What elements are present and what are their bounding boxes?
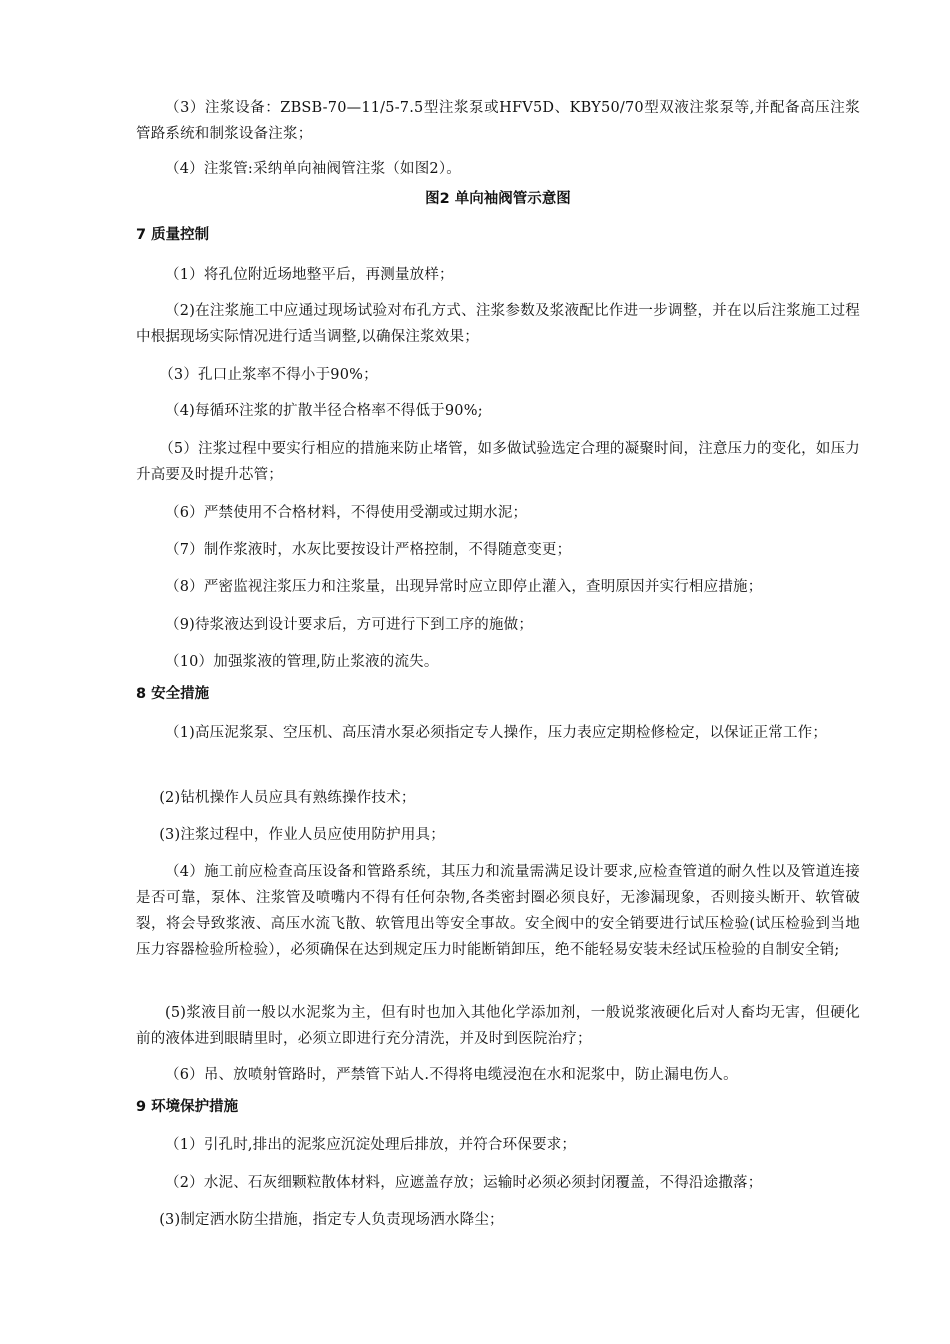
section-heading-environmental-protection: 9 环境保护措施 [136,1099,239,1115]
paragraph-injection-pipe: （4）注浆管:采纳单向袖阀管注浆（如图2）。 [165,161,461,177]
environment-item-1: （1）引孔时,排出的泥浆应沉淀处理后排放，并符合环保要求； [165,1137,577,1153]
section-heading-safety-measures: 8 安全措施 [136,686,210,702]
quality-item-6: （6）严禁使用不合格材料，不得使用受潮或过期水泥； [165,505,528,521]
quality-item-7: （7）制作浆液时，水灰比要按设计严格控制，不得随意变更； [165,542,572,558]
safety-item-5: (5)浆液目前一般以水泥浆为主，但有时也加入其他化学添加剂，一般说浆液硬化后对人畜均无害，但硬化前的液体进到眼睛里时，必须立即进行充分清洗，并及时到医院治疗； [136,1005,860,1047]
safety-item-4: （4）施工前应检查高压设备和管路系统，其压力和流量需满足设计要求,应检查管道的耐久性以及管道连接是否可靠，泵体、注浆管及喷嘴内不得有任何杂物,各类密封圈必须良好，无渗漏现象，否则接头断开、软管破裂，将会导致浆液、高压水流飞散、软管甩出等安全事故。安全阀中的安全销要进行试压检验(试压检验到当地压力容器检验所检验），必须确保在达到规定压力时能断销卸压，绝不能轻易安装未经试压检验的自制安全销; [136,864,860,958]
quality-item-4: （4)每循环注浆的扩散半径合格率不得低于90%; [165,403,483,419]
quality-item-1: （1）将孔位附近场地整平后，再测量放样； [165,267,454,283]
safety-item-2: (2)钻机操作人员应具有熟练操作技术； [159,790,416,806]
quality-item-3: （3）孔口止浆率不得小于90%； [159,367,378,383]
environment-item-3: (3)制定洒水防尘措施，指定专人负责现场洒水降尘； [159,1212,504,1228]
safety-item-6: （6）吊、放喷射管路时，严禁管下站人.不得将电缆浸泡在水和泥浆中，防止漏电伤人。 [165,1067,738,1083]
quality-item-9: （9)待浆液达到设计要求后，方可进行下到工序的施做； [165,617,534,633]
paragraph-injection-equipment: （3）注浆设备：ZBSB-70—11/5-7.5型注浆泵或HFV5D、KBY50/70型双液注浆泵等,并配备高压注浆管路系统和制浆设备注浆； [136,100,860,142]
safety-item-3: (3)注浆过程中，作业人员应使用防护用具； [159,827,445,843]
quality-item-2: （2)在注浆施工中应通过现场试验对布孔方式、注浆参数及浆液配比作进一步调整，并在以后注浆施工过程中根据现场实际情况进行适当调整,以确保注浆效果； [136,303,860,345]
safety-item-1: （1)高压泥浆泵、空压机、高压清水泵必须指定专人操作，压力表应定期检修检定，以保证正常工作； [165,725,828,741]
quality-item-10: （10）加强浆液的管理,防止浆液的流失。 [165,654,439,670]
quality-item-8: （8）严密监视注浆压力和注浆量，出现异常时应立即停止灌入，查明原因并实行相应措施； [165,579,763,595]
figure-caption: 图2 单向袖阀管示意图 [425,191,571,207]
quality-item-5: （5）注浆过程中要实行相应的措施来防止堵管，如多做试验选定合理的凝聚时间，注意压力的变化，如压力升高要及时提升芯管； [136,441,860,483]
section-heading-quality-control: 7 质量控制 [136,227,210,243]
environment-item-2: （2）水泥、石灰细颗粒散体材料，应遮盖存放；运输时必须必须封闭覆盖，不得沿途撒落； [165,1175,763,1191]
